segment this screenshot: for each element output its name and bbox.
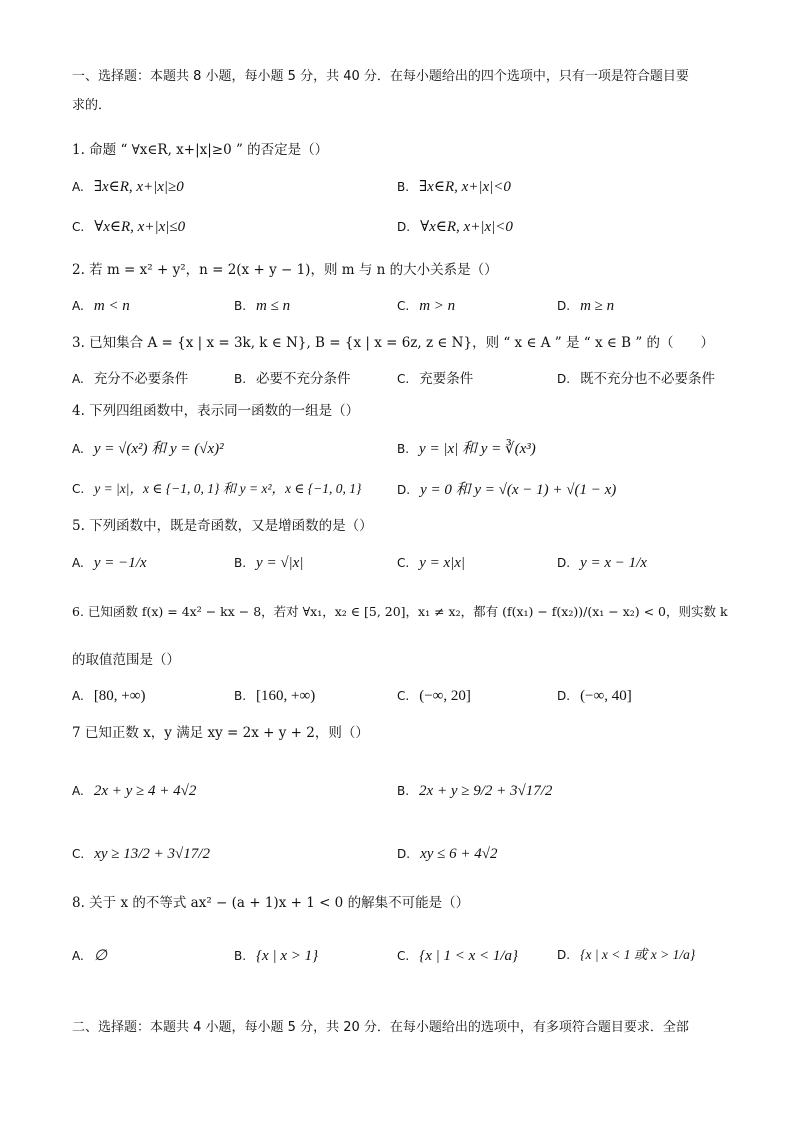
q3-stem: 3. 已知集合 A = {x | x = 3k, k ∈ N}, B = {x | x = 6z, z ∈ N}，则 “ x ∈ A ” 是 “ x ∈ B ” 的（ ）: [72, 335, 715, 351]
q4-option-c: [72, 481, 361, 497]
q1-option-a: [72, 178, 184, 196]
option-text: y = √|x|: [256, 555, 304, 571]
option-text: [160, +∞): [256, 688, 316, 704]
q1-stem: 1. 命题 “ ∀x∈R, x+|x|≥0 ” 的否定是（）: [72, 142, 329, 158]
option-text: {x | x < 1 或 x > 1/a}: [580, 947, 696, 962]
option-label: C.: [72, 220, 85, 234]
q1-option-b: [397, 178, 511, 196]
option-text: m > n: [419, 298, 456, 314]
option-label: B.: [234, 689, 247, 703]
option-label: C.: [397, 689, 410, 703]
option-text: (−∞, 20]: [419, 688, 471, 704]
option-text: y = 0 和 y = √(x − 1) + √(1 − x): [420, 482, 617, 498]
option-text: y = |x| 和 y = ∛(x³): [419, 441, 536, 457]
q2-stem: 2. 若 m = x² + y²，n = 2(x + y − 1)，则 m 与 n 的大小关系是（）: [72, 262, 498, 278]
option-label: C.: [397, 556, 410, 570]
option-label: A.: [72, 442, 84, 456]
option-label: B.: [234, 299, 247, 313]
q5-option-a: [72, 554, 147, 572]
option-text: 2x + y ≥ 9/2 + 3√17/2: [419, 783, 553, 799]
option-label: D.: [397, 847, 411, 861]
option-label: C.: [397, 299, 410, 313]
q4-option-d: [397, 481, 616, 499]
q3-option-d: [557, 371, 715, 387]
q8-option-d: [557, 947, 695, 963]
q4-option-b: [397, 440, 536, 458]
option-label: B.: [234, 949, 247, 963]
option-text: 充分不必要条件: [93, 371, 189, 387]
q1-option-c: [72, 218, 185, 236]
option-text: ∀x∈R, x+|x|≤0: [94, 219, 186, 235]
option-label: B.: [397, 784, 410, 798]
q4-stem: 4. 下列四组函数中，表示同一函数的一组是（）: [72, 403, 360, 419]
option-label: D.: [557, 689, 571, 703]
q4-option-a: [72, 440, 224, 458]
option-label: B.: [397, 180, 410, 194]
option-label: D.: [397, 483, 411, 497]
q7-option-c: [72, 845, 210, 863]
q3-option-b: [234, 371, 351, 387]
option-label: B.: [397, 442, 410, 456]
option-label: A.: [72, 689, 84, 703]
option-label: A.: [72, 180, 84, 194]
section2-heading-line1: 二、选择题：本题共 4 小题，每小题 5 分，共 20 分．在每小题给出的选项中，有多项符合题目要求．全部: [72, 1020, 689, 1035]
option-label: A.: [72, 949, 84, 963]
option-text: ∃x∈R, x+|x|≥0: [93, 179, 184, 195]
option-label: B.: [234, 372, 247, 386]
option-label: A.: [72, 372, 84, 386]
option-label: C.: [397, 949, 410, 963]
option-label: C.: [72, 847, 85, 861]
q6-option-d: [557, 687, 632, 705]
q2-option-b: [234, 297, 290, 315]
option-text: ∃x∈R, x+|x|<0: [419, 179, 511, 195]
q6-stem: 6. 已知函数 f(x) = 4x² − kx − 8，若对 ∀x₁，x₂ ∈ [5, 20]，x₁ ≠ x₂，都有 (f(x₁) − f(x₂))/(x₁ − x₂) < 0，则实数 k: [72, 604, 728, 619]
q2-option-d: [557, 297, 614, 315]
option-text: xy ≥ 13/2 + 3√17/2: [94, 846, 210, 862]
option-label: D.: [557, 556, 571, 570]
option-label: A.: [72, 784, 84, 798]
q8-option-c: [397, 947, 518, 965]
option-text: 充要条件: [419, 371, 474, 387]
q8-option-b: [234, 947, 318, 965]
option-text: 既不充分也不必要条件: [580, 371, 716, 387]
option-text: ∅: [93, 948, 107, 964]
q6-option-b: [234, 687, 315, 705]
q8-stem: 8. 关于 x 的不等式 ax² − (a + 1)x + 1 < 0 的解集不可能是（）: [72, 895, 470, 911]
q5-option-c: [397, 554, 465, 572]
q3-option-a: [72, 371, 188, 387]
option-label: C.: [72, 482, 85, 496]
option-text: 2x + y ≥ 4 + 4√2: [93, 783, 197, 799]
option-label: D.: [557, 372, 571, 386]
q5-stem: 5. 下列函数中，既是奇函数，又是增函数的是（）: [72, 518, 373, 534]
q8-option-a: [72, 947, 107, 965]
option-text: m ≥ n: [580, 298, 615, 314]
q5-option-b: [234, 554, 303, 572]
q7-option-b: [397, 782, 552, 800]
option-text: y = √(x²) 和 y = (√x)²: [93, 441, 224, 457]
q2-option-a: [72, 297, 130, 315]
option-label: C.: [397, 372, 410, 386]
option-text: y = x − 1/x: [580, 555, 647, 571]
option-label: D.: [557, 948, 571, 962]
q7-stem: 7 已知正数 x，y 满足 xy = 2x + y + 2，则（）: [72, 725, 369, 741]
option-label: D.: [397, 220, 411, 234]
q6-stem-cont: 的取值范围是（）: [72, 652, 180, 668]
option-text: m < n: [93, 298, 130, 314]
option-label: B.: [234, 556, 247, 570]
q7-option-a: [72, 782, 196, 800]
option-text: {x | x > 1}: [256, 948, 319, 964]
option-text: [80, +∞): [93, 688, 146, 704]
option-text: xy ≤ 6 + 4√2: [420, 846, 498, 862]
option-text: 必要不充分条件: [256, 371, 351, 387]
option-text: y = |x|，x ∈ {−1, 0, 1} 和 y = x²，x ∈ {−1, 0, 1}: [94, 481, 362, 496]
q6-option-c: [397, 687, 471, 705]
option-label: A.: [72, 299, 84, 313]
option-text: y = x|x|: [419, 555, 466, 571]
option-text: (−∞, 40]: [580, 688, 632, 704]
option-label: D.: [557, 299, 571, 313]
q2-option-c: [397, 297, 455, 315]
q6-option-a: [72, 687, 145, 705]
option-text: y = −1/x: [93, 555, 147, 571]
q7-option-d: [397, 845, 497, 863]
option-text: {x | 1 < x < 1/a}: [419, 948, 519, 964]
q5-option-d: [557, 554, 647, 572]
section1-heading-line2: 求的．: [72, 98, 112, 113]
option-label: A.: [72, 556, 84, 570]
q1-option-d: [397, 218, 513, 236]
option-text: ∀x∈R, x+|x|<0: [420, 219, 513, 235]
section1-heading-line1: 一、选择题：本题共 8 小题，每小题 5 分，共 40 分．在每小题给出的四个选项中，只有一项是符合题目要: [72, 69, 689, 84]
option-text: m ≤ n: [256, 298, 291, 314]
q3-option-c: [397, 371, 473, 387]
